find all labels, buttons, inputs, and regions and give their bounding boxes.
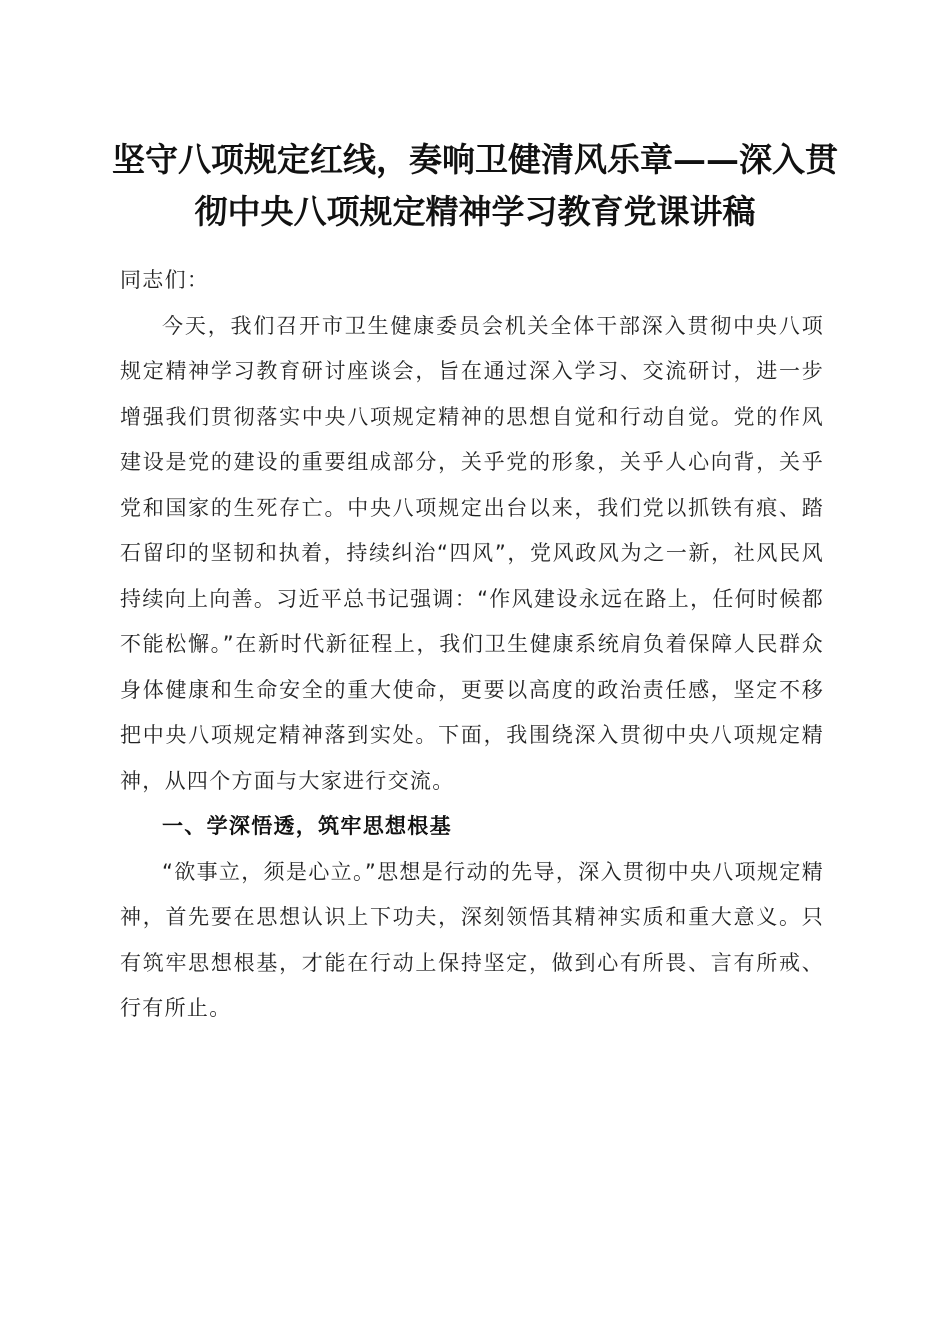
section-paragraph: “欲事立，须是心立。”思想是行动的先导，深入贯彻中央八项规定精神，首先要在思想认识上下功夫，深刻领悟其精神实质和重大意义。只有筑牢思想根基，才能在行动上保持坚定，做到心有所畏、言有所戒、行有所止。: [120, 859, 824, 1020]
salutation: 同志们：: [120, 268, 210, 292]
document-title: 坚守八项规定红线，奏响卫健清风乐章——深入贯彻中央八项规定精神学习教育党课讲稿: [112, 140, 838, 231]
section-heading: 一、学深悟透，筑牢思想根基: [162, 814, 452, 838]
intro-paragraph: 今天，我们召开市卫生健康委员会机关全体干部深入贯彻中央八项规定精神学习教育研讨座谈会，旨在通过深入学习、交流研讨，进一步增强我们贯彻落实中央八项规定精神的思想自觉和行动自觉。党的作风建设是党的建设的重要组成部分，关乎党的形象，关乎人心向背，关乎党和国家的生死存亡。中央八项规定出台以来，我们党以抓铁有痕、踏石留印的坚韧和执着，持续纠治“四风”，党风政风为之一新，社风民风持续向上向善。习近平总书记强调：“作风建设永远在路上，任何时候都不能松懈。”在新时代新征程上，我们卫生健康系统肩负着保障人民群众身体健康和生命安全的重大使命，更要以高度的政治责任感，坚定不移把中央八项规定精神落到实处。下面，我围绕深入贯彻中央八项规定精神，从四个方面与大家进行交流。: [120, 313, 824, 793]
document-body: [120, 258, 824, 1032]
